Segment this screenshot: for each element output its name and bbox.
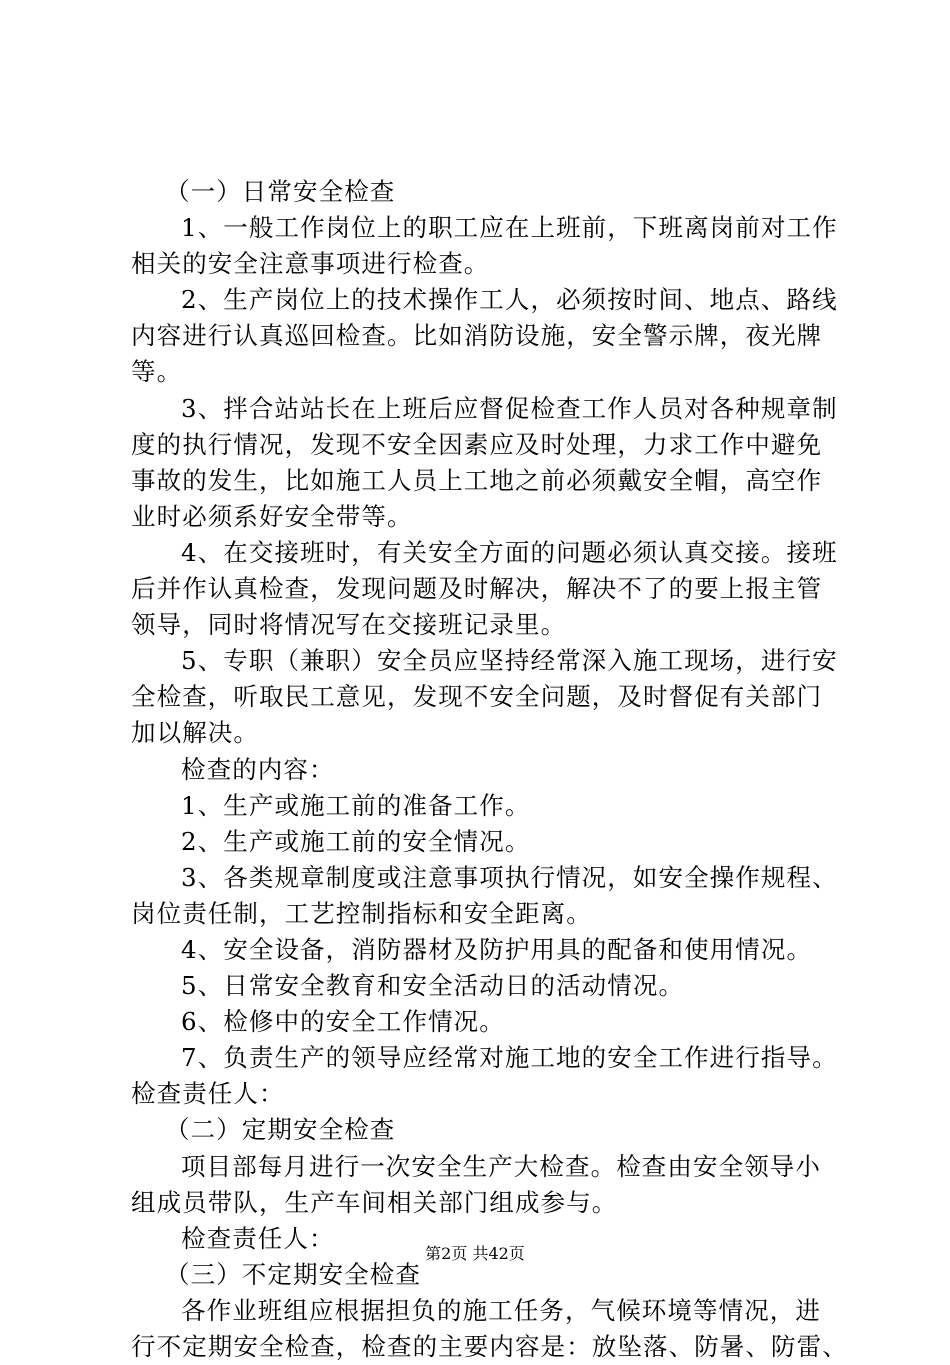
- subheading-check-content: 检查的内容：: [181, 754, 335, 784]
- paragraph-line: 项目部每月进行一次安全生产大检查。检查由安全领导小: [181, 1151, 821, 1181]
- list-item: 4、安全设备，消防器材及防护用具的配备和使用情况。: [181, 934, 813, 964]
- responsible-person-label: 检查责任人：: [131, 1079, 285, 1109]
- list-item: 5、日常安全教育和安全活动日的活动情况。: [181, 971, 685, 1001]
- paragraph-line: 事故的发生，比如施工人员上工地之前必须戴安全帽，高空作: [131, 465, 823, 495]
- list-item: 6、检修中的安全工作情况。: [181, 1007, 505, 1037]
- paragraph-line: 2、生产岗位上的技术操作工人，必须按时间、地点、路线: [181, 285, 838, 315]
- paragraph-line: 各作业班组应根据担负的施工任务，气候环境等情况，进: [181, 1295, 821, 1325]
- paragraph-line: 加以解决。: [131, 718, 259, 748]
- paragraph-line: 领导，同时将情况写在交接班记录里。: [131, 610, 567, 640]
- paragraph-line: 内容进行认真巡回检查。比如消防设施，安全警示牌，夜光牌: [131, 321, 823, 351]
- paragraph-line: 4、在交接班时，有关安全方面的问题必须认真交接。接班: [181, 537, 838, 567]
- paragraph-line: 全检查，听取民工意见，发现不安全问题，及时督促有关部门: [131, 682, 823, 712]
- list-item: 1、生产或施工前的准备工作。: [181, 790, 531, 820]
- paragraph-line: 行不定期安全检查，检查的主要内容是：放坠落、防暑、防雷、: [131, 1332, 848, 1361]
- paragraph-line: 后并作认真检查，发现问题及时解决，解决不了的要上报主管: [131, 574, 823, 604]
- page-number-footer: 第2页 共42页: [425, 1244, 525, 1263]
- section-heading-2: （二）定期安全检查: [165, 1115, 396, 1145]
- paragraph-line: 1、一般工作岗位上的职工应在上班前，下班离岗前对工作: [181, 213, 838, 243]
- list-item: 7、负责生产的领导应经常对施工地的安全工作进行指导。: [181, 1043, 838, 1073]
- body-text: [131, 174, 848, 1365]
- paragraph-line: 5、专职（兼职）安全员应坚持经常深入施工现场，进行安: [181, 646, 838, 676]
- list-item: 2、生产或施工前的安全情况。: [181, 826, 531, 856]
- section-heading-3: （三）不定期安全检查: [165, 1259, 421, 1289]
- section-heading-1: （一）日常安全检查: [165, 177, 396, 206]
- list-item: 3、各类规章制度或注意事项执行情况，如安全操作规程、: [181, 862, 838, 892]
- paragraph-line: 业时必须系好安全带等。: [131, 501, 413, 531]
- paragraph-line: 度的执行情况，发现不安全因素应及时处理，力求工作中避免: [131, 429, 823, 459]
- paragraph-line: 组成员带队，生产车间相关部门组成参与。: [131, 1187, 618, 1217]
- responsible-person-label: 检查责任人：: [181, 1223, 335, 1253]
- paragraph-line: 相关的安全注意事项进行检查。: [131, 249, 490, 279]
- paragraph-line: 等。: [131, 357, 183, 387]
- paragraph-line: 3、拌合站站长在上班后应督促检查工作人员对各种规章制: [181, 393, 838, 423]
- list-item-continuation: 岗位责任制，工艺控制指标和安全距离。: [131, 898, 592, 928]
